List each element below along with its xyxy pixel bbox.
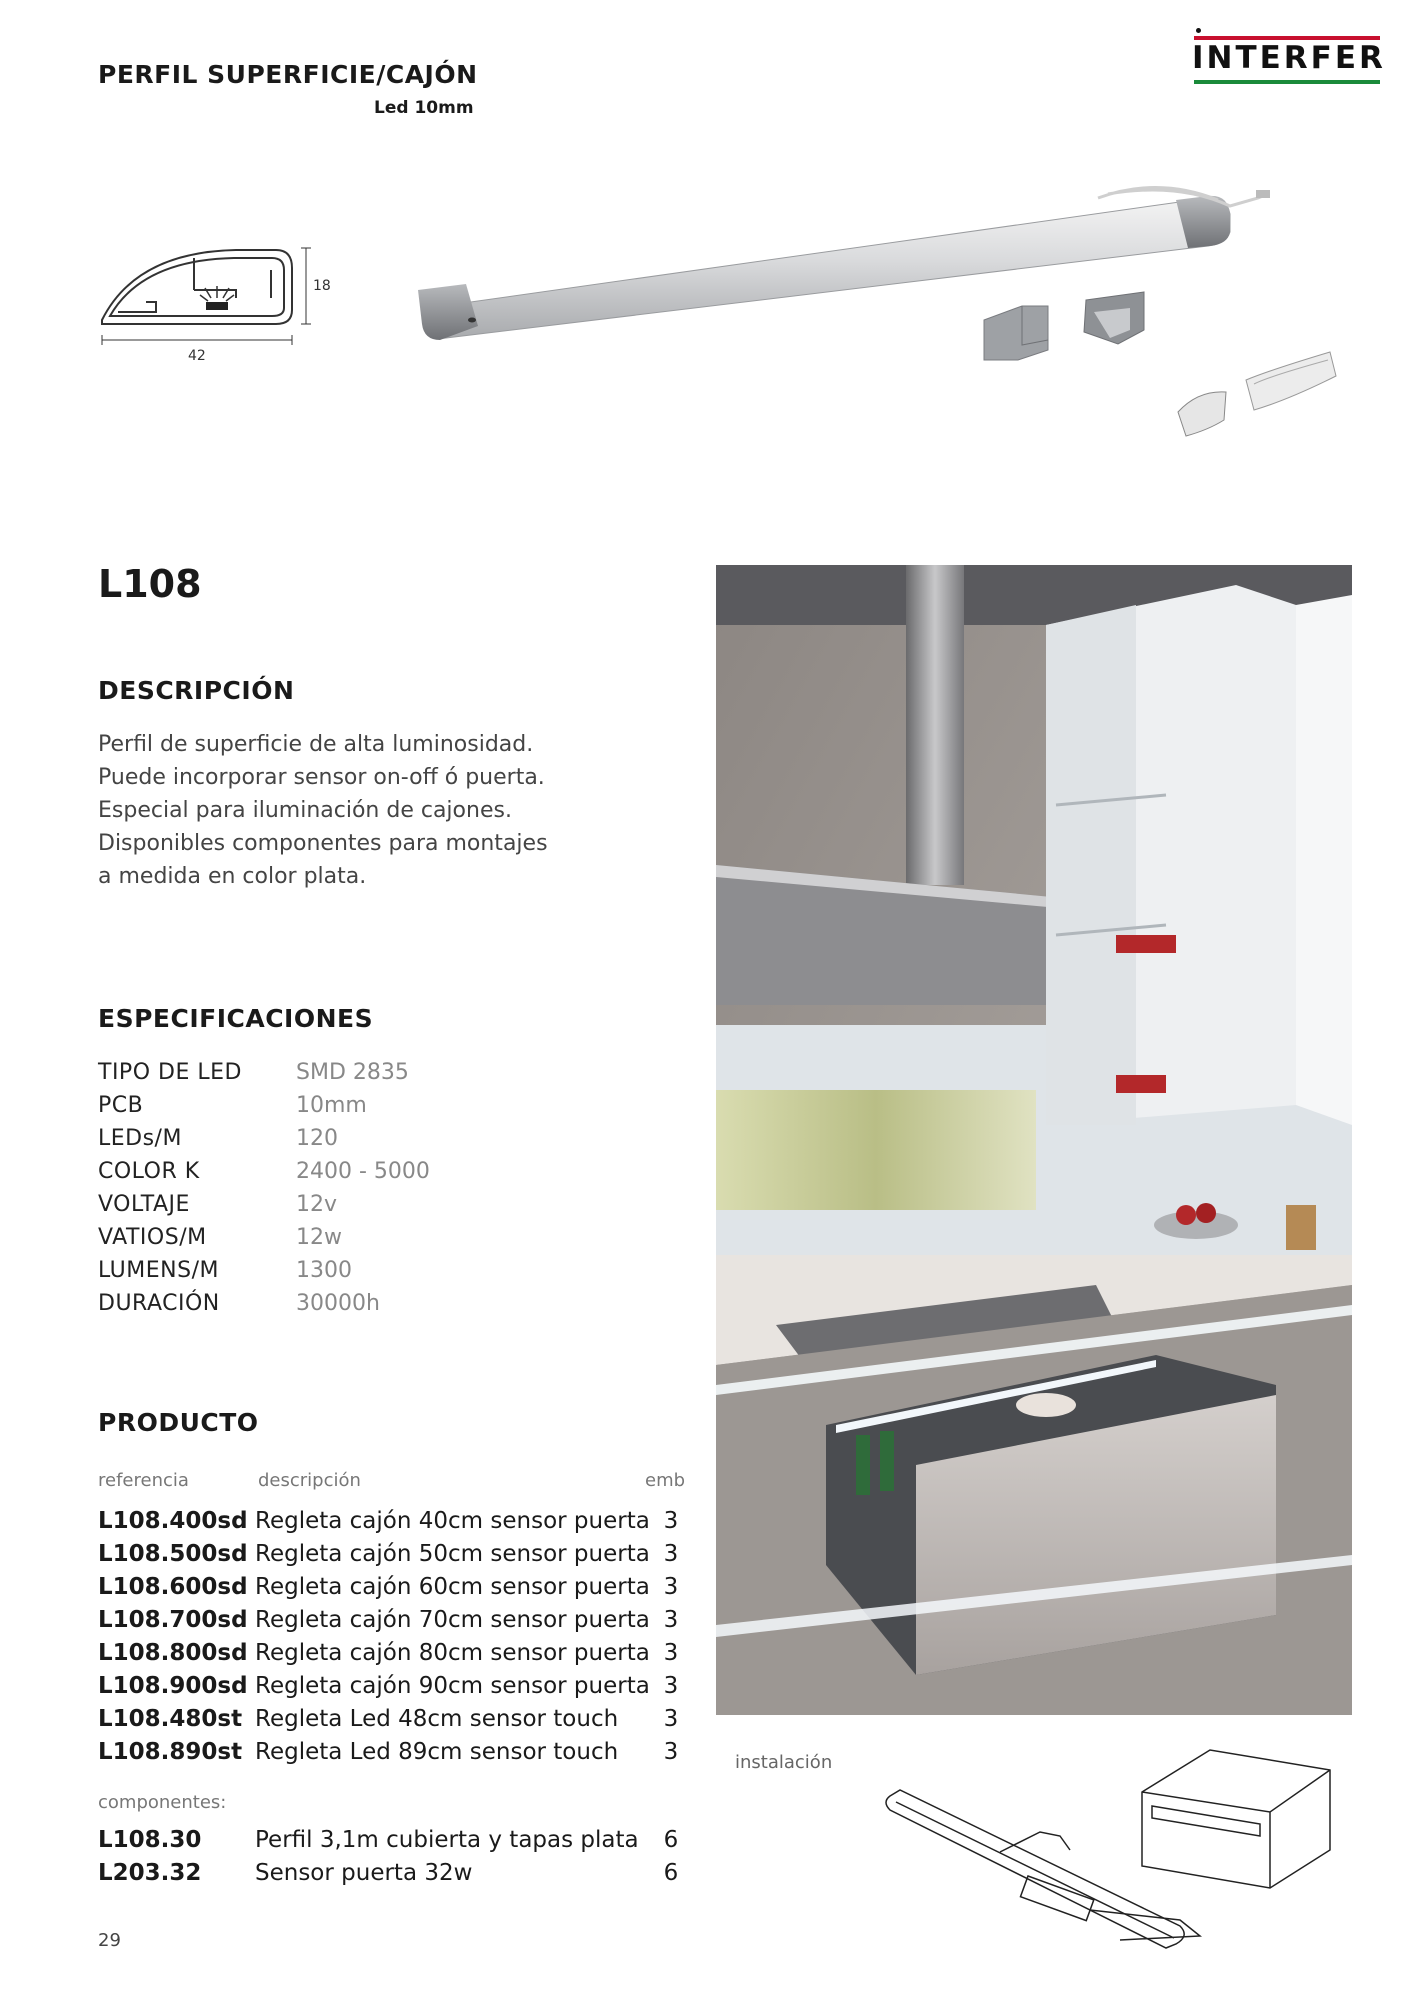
led-chip-icon xyxy=(206,302,228,310)
description-text xyxy=(98,728,598,893)
product-row xyxy=(98,1541,688,1574)
installation-label: instalación xyxy=(735,1752,833,1773)
profile-end-cap-piece xyxy=(1178,392,1226,436)
description-line: Puede incorporar sensor on-off ó puerta. xyxy=(98,765,545,790)
product-emb: 3 xyxy=(663,1607,679,1633)
red-dishes xyxy=(1116,935,1176,953)
spec-value: 120 xyxy=(296,1126,338,1151)
product-row xyxy=(98,1739,688,1772)
kitchen-installation-photo xyxy=(716,565,1352,1715)
spec-label: PCB xyxy=(98,1093,144,1118)
component-emb: 6 xyxy=(663,1860,679,1886)
product-heading: PRODUCTO xyxy=(98,1408,259,1437)
product-ref: L108.400sd xyxy=(98,1508,248,1534)
page-subtitle: Led 10mm xyxy=(374,98,474,118)
spec-value: 1300 xyxy=(296,1258,352,1283)
product-emb: 3 xyxy=(663,1541,679,1567)
product-ref: L108.700sd xyxy=(98,1607,248,1633)
specs-heading: ESPECIFICACIONES xyxy=(98,1004,374,1033)
product-ref: L108.480st xyxy=(98,1706,243,1732)
installation-diagram xyxy=(880,1740,1340,1970)
product-ref: L108.500sd xyxy=(98,1541,248,1567)
spec-label: VOLTAJE xyxy=(98,1192,190,1217)
product-desc: Regleta cajón 40cm sensor puerta xyxy=(255,1508,650,1534)
spec-value: 12v xyxy=(296,1192,338,1217)
hood-chimney xyxy=(906,565,964,885)
description-line: Perfil de superficie de alta luminosidad. xyxy=(98,732,534,757)
product-desc: Regleta cajón 90cm sensor puerta xyxy=(255,1673,650,1699)
component-row xyxy=(98,1860,688,1893)
component-row xyxy=(98,1827,688,1860)
product-row xyxy=(98,1673,688,1706)
col-header-ref: referencia xyxy=(98,1470,189,1491)
product-row xyxy=(98,1640,688,1673)
utensil-holder xyxy=(1286,1205,1316,1250)
component-ref: L203.32 xyxy=(98,1860,202,1886)
spec-label: COLOR K xyxy=(98,1159,200,1184)
logo-text: INTERFER xyxy=(1192,40,1386,76)
product-emb: 3 xyxy=(663,1706,679,1732)
profile-cross-section-drawing xyxy=(96,238,336,368)
product-emb: 3 xyxy=(663,1673,679,1699)
product-row xyxy=(98,1706,688,1739)
description-heading: DESCRIPCIÓN xyxy=(98,676,295,705)
drawer-box xyxy=(1142,1750,1330,1888)
product-desc: Regleta cajón 70cm sensor puerta xyxy=(255,1607,650,1633)
product-row xyxy=(98,1574,688,1607)
description-line: Especial para iluminación de cajones. xyxy=(98,798,512,823)
logo-dot xyxy=(1196,28,1201,33)
col-header-desc: descripción xyxy=(258,1470,361,1491)
spec-label: VATIOS/M xyxy=(98,1225,207,1250)
description-line: Disponibles componentes para montajes xyxy=(98,831,548,856)
product-desc: Regleta cajón 60cm sensor puerta xyxy=(255,1574,650,1600)
spec-label: LUMENS/M xyxy=(98,1258,219,1283)
component-desc: Perfil 3,1m cubierta y tapas plata xyxy=(255,1827,639,1853)
spec-label: DURACIÓN xyxy=(98,1291,220,1316)
product-ref: L108.600sd xyxy=(98,1574,248,1600)
product-ref: L108.800sd xyxy=(98,1640,248,1666)
product-emb: 3 xyxy=(663,1574,679,1600)
dim-width: 42 xyxy=(188,348,206,364)
logo-green-stripe xyxy=(1194,80,1380,84)
product-emb: 3 xyxy=(663,1739,679,1765)
spec-value: 30000h xyxy=(296,1291,380,1316)
col-header-emb: emb xyxy=(645,1470,686,1491)
mounting-clip xyxy=(984,306,1048,360)
led-bar-product-image xyxy=(418,180,1358,540)
product-desc: Regleta cajón 50cm sensor puerta xyxy=(255,1541,650,1567)
model-code: L108 xyxy=(98,562,202,606)
product-desc: Regleta cajón 80cm sensor puerta xyxy=(255,1640,650,1666)
component-desc: Sensor puerta 32w xyxy=(255,1860,473,1886)
product-row xyxy=(98,1508,688,1541)
product-ref: L108.890st xyxy=(98,1739,243,1765)
brand-logo xyxy=(1192,28,1386,84)
description-line: a medida en color plata. xyxy=(98,864,367,889)
page-number: 29 xyxy=(98,1930,121,1951)
spec-value: 10mm xyxy=(296,1093,367,1118)
page-title: PERFIL SUPERFICIE/CAJÓN xyxy=(98,60,478,89)
spec-value: 2400 - 5000 xyxy=(296,1159,430,1184)
door-sensor-box xyxy=(1020,1876,1093,1921)
product-row xyxy=(98,1607,688,1640)
components-label: componentes: xyxy=(98,1792,227,1813)
component-ref: L108.30 xyxy=(98,1827,202,1853)
spec-value: SMD 2835 xyxy=(296,1060,409,1085)
spec-label: TIPO DE LED xyxy=(98,1060,242,1085)
spec-label: LEDs/M xyxy=(98,1126,182,1151)
component-emb: 6 xyxy=(663,1827,679,1853)
spec-value: 12w xyxy=(296,1225,342,1250)
led-profile-bar xyxy=(886,1790,1184,1948)
product-desc: Regleta Led 48cm sensor touch xyxy=(255,1706,619,1732)
product-ref: L108.900sd xyxy=(98,1673,248,1699)
product-desc: Regleta Led 89cm sensor touch xyxy=(255,1739,619,1765)
marble-panel xyxy=(716,1090,1036,1210)
fruit-bowl xyxy=(1154,1211,1238,1239)
product-emb: 3 xyxy=(663,1508,679,1534)
dim-height: 18 xyxy=(313,278,331,294)
product-emb: 3 xyxy=(663,1640,679,1666)
